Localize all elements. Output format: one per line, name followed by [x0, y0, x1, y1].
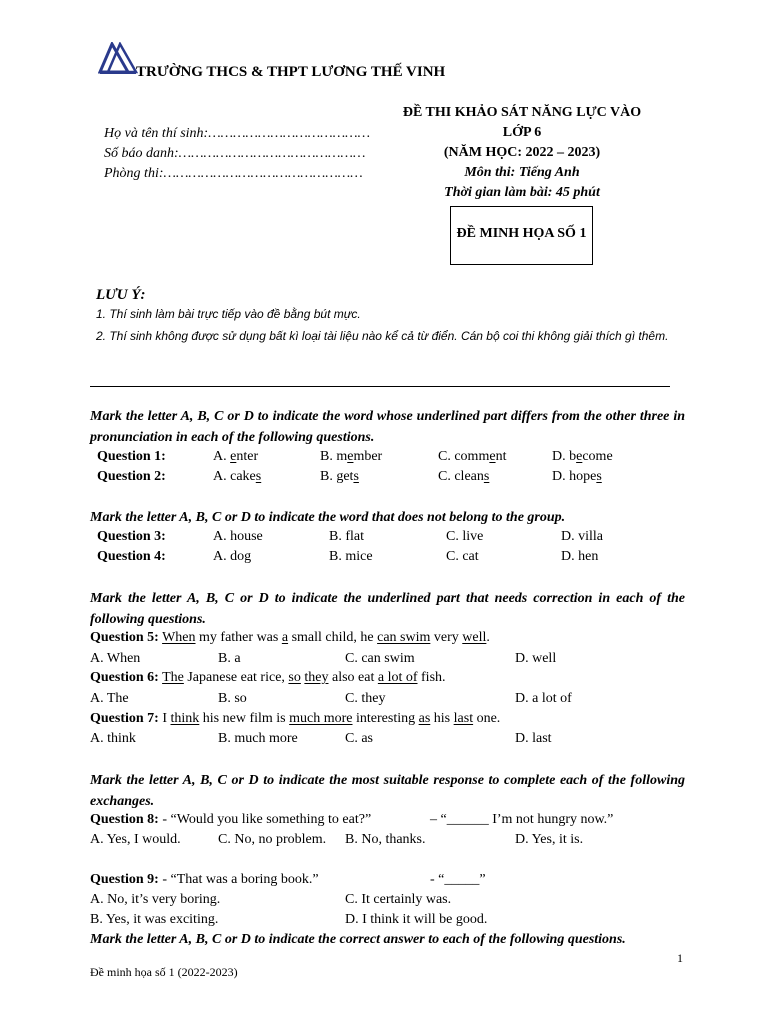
q5-label: Question 5:: [90, 630, 159, 645]
q4-label: Question 4:: [97, 549, 166, 564]
q3-option-d: D. villa: [561, 529, 603, 544]
q3-option-c: C. live: [446, 529, 484, 544]
q6-sentence: Question 6: The Japanese eat rice, so they also eat a lot of fish.: [90, 670, 446, 685]
q6-label: Question 6:: [90, 670, 159, 685]
candidate-number-field: Số báo danh:………………………………………: [104, 146, 366, 161]
q6-option-c: C. they: [345, 691, 386, 706]
section5-instruction: Mark the letter A, B, C or D to indicate the correct answer to each of the following questions.: [90, 932, 626, 947]
q6-option-d: D. a lot of: [515, 691, 572, 706]
q7-sentence: Question 7: I think his new film is much more interesting as his last one.: [90, 711, 501, 726]
q1-option-b: B. member: [320, 449, 383, 464]
q7-option-b: B. much more: [218, 731, 298, 746]
q9-reply: - “_____”: [430, 872, 486, 887]
q6-option-b: B. so: [218, 691, 247, 706]
q3-label: Question 3:: [97, 529, 166, 544]
school-name: TRƯỜNG THCS & THPT LƯƠNG THẾ VINH: [136, 64, 446, 80]
footer-doc-label: Đề minh họa số 1 (2022-2023): [90, 965, 238, 979]
q8-reply: – “______ I’m not hungry now.”: [430, 812, 614, 827]
subject: Môn thi: Tiếng Anh: [464, 165, 580, 180]
q9-option-a: A. No, it’s very boring.: [90, 892, 221, 907]
school-logo: [98, 42, 138, 76]
q4-option-d: D. hen: [561, 549, 599, 564]
duration: Thời gian làm bài: 45 phút: [444, 185, 600, 200]
sample-exam-label: ĐỀ MINH HỌA SỐ 1: [456, 226, 587, 241]
divider-line: [90, 386, 670, 387]
q8-prompt: Question 8: - “Would you like something to eat?”: [90, 812, 372, 827]
q1-option-c: C. comment: [438, 449, 507, 464]
section3-instruction: Mark the letter A, B, C or D to indicate the underlined part that needs correction in each of the following questions.: [90, 591, 685, 627]
q9-option-c: C. It certainly was.: [345, 892, 452, 907]
q8-option-a: A. Yes, I would.: [90, 832, 181, 847]
notes-heading: LƯU Ý:: [96, 287, 146, 303]
q5-option-d: D. well: [515, 651, 557, 666]
section4-instruction: Mark the letter A, B, C or D to indicate the most suitable response to complete each of the following exchanges.: [90, 773, 685, 809]
q9-label: Question 9:: [90, 872, 159, 887]
q7-option-c: C. as: [345, 731, 373, 746]
q9-prompt: Question 9: - “That was a boring book.”: [90, 872, 319, 887]
q1-option-d: D. become: [552, 449, 613, 464]
q2-option-d: D. hopes: [552, 469, 602, 484]
sample-exam-box: [450, 206, 593, 265]
q5-option-a: A. When: [90, 651, 141, 666]
q7-option-a: A. think: [90, 731, 136, 746]
q5-sentence: Question 5: When my father was a small child, he can swim very well.: [90, 630, 490, 645]
exam-room-field: Phòng thi:…………………………………………: [104, 166, 363, 181]
q2-option-a: A. cakes: [213, 469, 262, 484]
q2-option-b: B. gets: [320, 469, 359, 484]
section2-instruction: Mark the letter A, B, C or D to indicate the word that does not belong to the group.: [90, 510, 566, 525]
q4-option-c: C. cat: [446, 549, 479, 564]
q4-option-b: B. mice: [329, 549, 373, 564]
q7-label: Question 7:: [90, 711, 159, 726]
q5-option-b: B. a: [218, 651, 241, 666]
q3-option-b: B. flat: [329, 529, 364, 544]
q4-option-a: A. dog: [213, 549, 252, 564]
exam-title-line1: ĐỀ THI KHẢO SÁT NĂNG LỰC VÀO: [402, 105, 642, 120]
school-year: (NĂM HỌC: 2022 – 2023): [443, 145, 601, 160]
q2-label: Question 2:: [97, 469, 166, 484]
q9-option-b: B. Yes, it was exciting.: [90, 912, 219, 927]
exam-title-line2: LỚP 6: [502, 125, 542, 140]
q1-label: Question 1:: [97, 449, 166, 464]
section1-instruction: Mark the letter A, B, C or D to indicate the word whose underlined part differs from the other three in pronunciation in each of the following questions.: [90, 409, 685, 445]
q2-option-c: C. cleans: [438, 469, 490, 484]
q8-option-d: D. Yes, it is.: [515, 832, 584, 847]
q8-option-c: C. No, no problem.: [218, 832, 327, 847]
q9-option-d: D. I think it will be good.: [345, 912, 488, 927]
q6-option-a: A. The: [90, 691, 129, 706]
q8-option-b: B. No, thanks.: [345, 832, 426, 847]
q8-label: Question 8:: [90, 812, 159, 827]
notes-line-2: 2. Thí sinh không được sử dụng bất kì loại tài liệu nào kể cả từ điển. Cán bộ coi thi không giải thích gì thêm.: [96, 329, 669, 343]
notes-line-1: 1. Thí sinh làm bài trực tiếp vào đề bằng bút mực.: [96, 307, 361, 321]
page-number: 1: [677, 951, 683, 965]
q1-option-a: A. enter: [213, 449, 259, 464]
candidate-name-field: Họ và tên thí sinh:…………………………………: [104, 126, 371, 141]
q3-option-a: A. house: [213, 529, 263, 544]
q5-option-c: C. can swim: [345, 651, 415, 666]
q7-option-d: D. last: [515, 731, 552, 746]
